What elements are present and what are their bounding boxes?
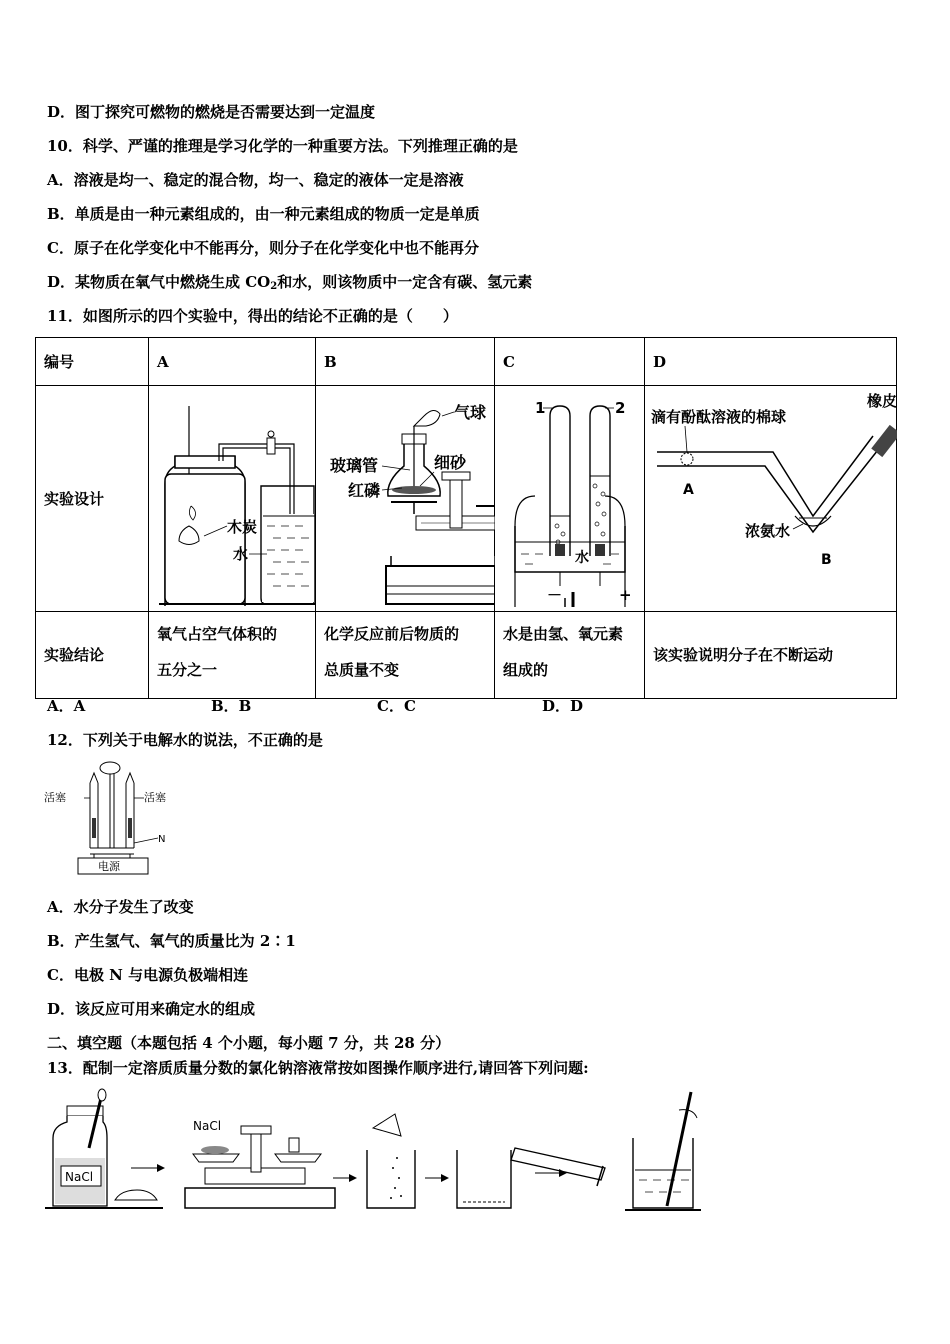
fig-c-tube-1-label: 1 xyxy=(535,399,546,417)
q12-valve-right-label: 活塞 xyxy=(144,791,166,804)
q10-option-d-pre: D．某物质在氧气中燃烧生成 CO xyxy=(47,273,271,291)
q10-option-c: C．原子在化学变化中不能再分，则分子在化学变化中也不能再分 xyxy=(47,239,479,257)
fig-c-electrolysis-apparatus xyxy=(495,386,645,607)
q11-choice-c: C．C xyxy=(377,697,416,715)
fig-a-water-label: 水 xyxy=(233,545,249,563)
fig-d-ammonia-label: 浓氨水 xyxy=(745,522,791,540)
q12-stem: 12．下列关于电解水的说法，不正确的是 xyxy=(47,731,323,749)
fig-b-sand-label: 细砂 xyxy=(434,453,467,472)
design-d-cell xyxy=(645,386,897,612)
q12-option-a: A．水分子发生了改变 xyxy=(47,898,194,916)
conclusion-a-line-1: 氧气占空气体积的 xyxy=(157,625,278,643)
q13-balance-label: NaCl xyxy=(193,1119,222,1133)
q12-power-label: 电源 xyxy=(98,860,120,873)
section-2-heading: 二、填空题（本题包括 4 个小题，每小题 7 分，共 28 分） xyxy=(47,1034,451,1052)
fig-d-rubber-label: 橡皮 xyxy=(867,392,897,410)
q11-choice-a: A．A xyxy=(47,697,86,715)
fig-d-b-label: B xyxy=(821,552,832,568)
conclusion-a-line-2: 五分之一 xyxy=(157,661,218,679)
fig-c-water-label: 水 xyxy=(575,550,589,566)
q12-electrolysis-figure xyxy=(40,758,180,878)
q13-jar-label: NaCl xyxy=(65,1170,94,1184)
q12-option-d: D．该反应可用来确定水的组成 xyxy=(47,1000,256,1018)
q13-procedure-figure xyxy=(45,1088,705,1216)
q10-option-a: A．溶液是均一、稳定的混合物，均一、稳定的液体一定是溶液 xyxy=(47,171,464,189)
q10-option-b: B．单质是由一种元素组成的，由一种元素组成的物质一定是单质 xyxy=(47,205,480,223)
conclusion-c-line-2: 组成的 xyxy=(503,661,549,679)
q11-stem: 11．如图所示的四个实验中，得出的结论不正确的是（ ） xyxy=(47,307,458,325)
design-c-cell xyxy=(495,386,645,612)
q9-option-d: D．图丁探究可燃物的燃烧是否需要达到一定温度 xyxy=(47,103,376,121)
conclusion-d xyxy=(645,612,897,699)
experiment-table xyxy=(35,337,897,699)
fig-b-tube-label: 玻璃管 xyxy=(330,456,379,475)
fig-d-cotton-label: 滴有酚酞溶液的棉球 xyxy=(651,408,787,426)
q12-option-b: B．产生氢气、氧气的质量比为 2∶1 xyxy=(47,932,296,950)
header-b: B xyxy=(316,338,495,386)
row-design-label: 实验设计 xyxy=(36,386,149,612)
conclusion-b-line-1: 化学反应前后物质的 xyxy=(324,625,460,643)
q13-stem: 13．配制一定溶质质量分数的氯化钠溶液常按如图操作顺序进行,请回答下列问题: xyxy=(47,1059,589,1077)
fig-a-combustion-apparatus xyxy=(149,386,316,607)
conclusion-b-line-2: 总质量不变 xyxy=(324,661,400,679)
fig-d-a-label: A xyxy=(683,482,694,498)
fig-b-phosphorus-label: 红磷 xyxy=(348,481,381,500)
fig-d-v-tube-apparatus xyxy=(645,386,897,607)
q11-choice-b: B．B xyxy=(211,697,252,715)
q10-option-d-subscript: 2 xyxy=(270,281,278,292)
header-d: D xyxy=(645,338,897,386)
fig-c-plus-label: + xyxy=(619,586,632,604)
q10-option-d-post: 和水，则该物质中一定含有碳、氢元素 xyxy=(277,273,533,291)
fig-b-balloon-label: 气球 xyxy=(454,403,487,422)
fig-a-charcoal-label: 木炭 xyxy=(227,518,258,536)
fig-b-balance-apparatus xyxy=(316,386,495,607)
design-a-cell xyxy=(149,386,316,612)
header-number: 编号 xyxy=(36,338,149,386)
conclusion-b xyxy=(316,612,495,699)
fig-c-minus-label: － xyxy=(547,586,563,604)
conclusion-c-line-1: 水是由氢、氧元素 xyxy=(503,625,624,643)
header-c: C xyxy=(495,338,645,386)
q10-stem: 10．科学、严谨的推理是学习化学的一种重要方法。下列推理正确的是 xyxy=(47,137,518,155)
conclusion-d-line-1: 该实验说明分子在不断运动 xyxy=(653,646,834,664)
conclusion-a xyxy=(149,612,316,699)
fig-c-tube-2-label: 2 xyxy=(615,399,626,417)
q12-option-c: C．电极 N 与电源负极端相连 xyxy=(47,966,249,984)
q11-choice-d: D．D xyxy=(542,697,584,715)
q12-valve-left-label: 活塞 xyxy=(44,791,66,804)
q10-option-d xyxy=(47,272,532,297)
header-a: A xyxy=(149,338,316,386)
row-conclusion-label: 实验结论 xyxy=(36,612,149,699)
conclusion-c xyxy=(495,612,645,699)
design-b-cell xyxy=(316,386,495,612)
q12-electrode-n-label: N xyxy=(158,834,166,845)
